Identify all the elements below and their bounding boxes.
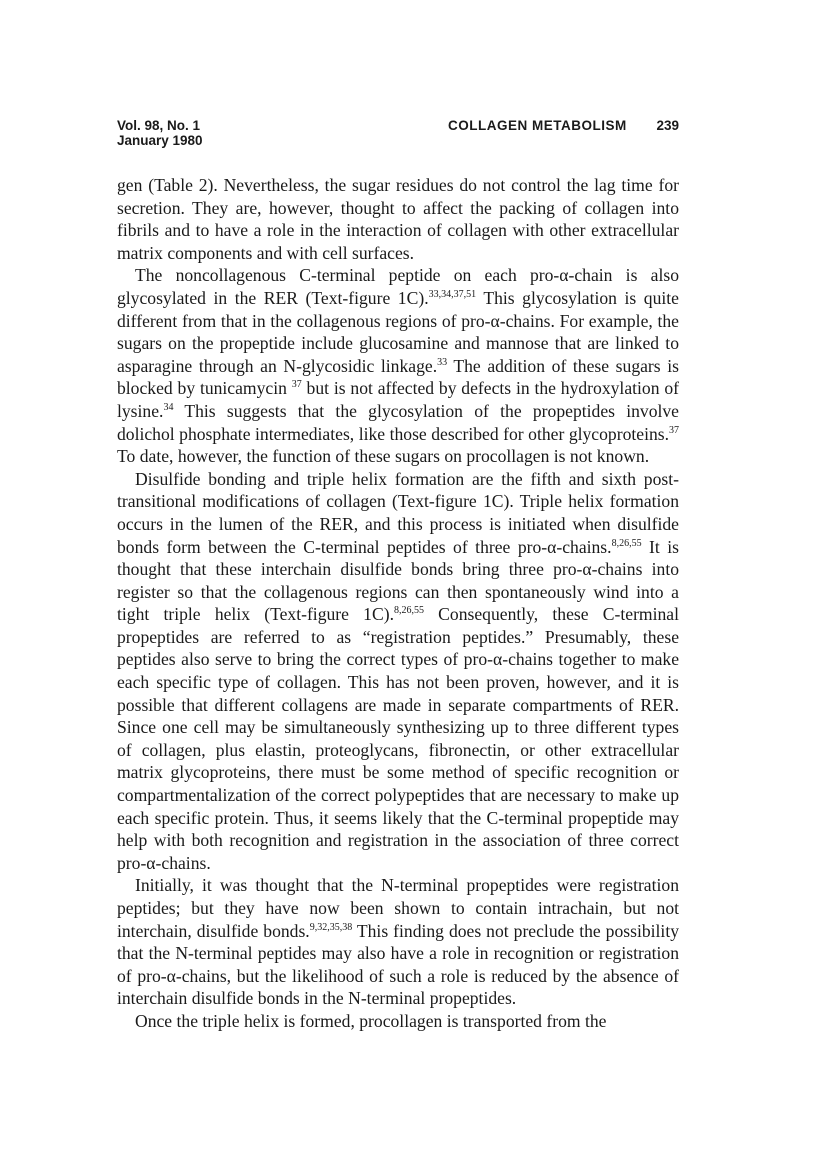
paragraph-text: Consequently, these C-terminal propeptides are referred to as “registration peptides.” Presumably, these peptides also serve to bring the correct types of pro-α-chains together to make each specific type of collagen. This has not been proven, however, and it is possible that different collagens are made in separate compartments of RER. Since one cell may be simultaneously synthesizing up to three different types of collagen, plus elastin, proteoglycans, fibronectin, or other extracellular matrix glycoproteins, there must be some method of specific recognition or compartmentalization of the correct polypeptides that are necessary to make up each specific protein. Thus, it seems likely that the C-terminal propeptide may help with both recognition and registration in the association of three correct pro-α-chains. <box>117 604 680 873</box>
paragraph <box>117 1010 679 1033</box>
citation-superscript: 33,34,37,51 <box>428 288 477 300</box>
citation-superscript: 34 <box>163 401 174 413</box>
paragraph-text: Once the triple helix is formed, procollagen is transported from the <box>135 1010 607 1031</box>
citation-superscript: 8,26,55 <box>611 537 642 549</box>
paragraph-text: The addition of these sugars is blocked by tunicamycin <box>117 355 679 399</box>
paragraph-text: Initially, it was thought that the N-terminal propeptides were registration peptides; but they have now been shown to contain intrachain, but not interchain, disulfide bonds. <box>117 875 679 941</box>
journal-info <box>117 118 203 148</box>
paragraph-text: gen (Table 2). Nevertheless, the sugar residues do not control the lag time for secretion. They are, however, thought to affect the packing of collagen into fibrils and to have a role in the interaction of collagen with other extracellular matrix components and with cell surfaces. <box>117 175 679 263</box>
citation-superscript: 37 <box>669 424 679 436</box>
paragraph <box>117 264 679 467</box>
article-body <box>117 174 679 1033</box>
paragraph <box>117 468 679 875</box>
citation-superscript: 37 <box>291 379 302 391</box>
paragraph-text: The noncollagenous C-terminal peptide on each pro-α-chain is also glycosylated in the RER (Text-figure 1C). <box>117 265 679 308</box>
citation-superscript: 8,26,55 <box>393 605 424 617</box>
paragraph <box>117 174 679 264</box>
paragraph-text: but is not affected by defects in the hydroxylation of lysine. <box>117 378 679 421</box>
page-number: 239 <box>656 118 679 133</box>
paragraph-text: This suggests that the glycosylation of the propeptides involve dolichol phosphate intermediates, like those described for other glycoproteins. <box>117 400 679 444</box>
paragraph-text: Disulfide bonding and triple helix formation are the fifth and sixth post-transitional modifications of collagen (Text-figure 1C). Triple helix formation occurs in the lumen of the RER, and this process is initiated when disulfide bonds form between the C-terminal peptides of three pro-α-chains. <box>117 468 679 557</box>
paragraph-text: This glycosylation is quite different from that in the collagenous regions of pro-α-chains. For example, the sugars on the propeptide include glucosamine and mannose that are linked to asparagine through an N-glycosidic linkage. <box>117 287 679 376</box>
paragraph-text: To date, however, the function of these sugars on procollagen is not known. <box>117 446 650 467</box>
running-title: COLLAGEN METABOLISM <box>447 118 627 133</box>
paragraph <box>117 874 679 1010</box>
issue-date: January 1980 <box>117 133 203 148</box>
header-right <box>448 118 679 133</box>
paragraph-text: It is thought that these interchain disulfide bonds bring three pro-α-chains into register so that the collagenous regions can then spontaneously wind into a tight triple helix (Text-figure 1C). <box>117 536 679 625</box>
paragraph-text: This finding does not preclude the possibility that the N-terminal peptides may also have a role in recognition or registration of pro-α-chains, but the likelihood of such a role is reduced by the absence of interchain disulfide bonds in the N-terminal propeptides. <box>117 920 679 1009</box>
citation-superscript: 33 <box>437 356 448 368</box>
citation-superscript: 9,32,35,38 <box>309 921 353 933</box>
volume-issue: Vol. 98, No. 1 <box>117 118 201 133</box>
